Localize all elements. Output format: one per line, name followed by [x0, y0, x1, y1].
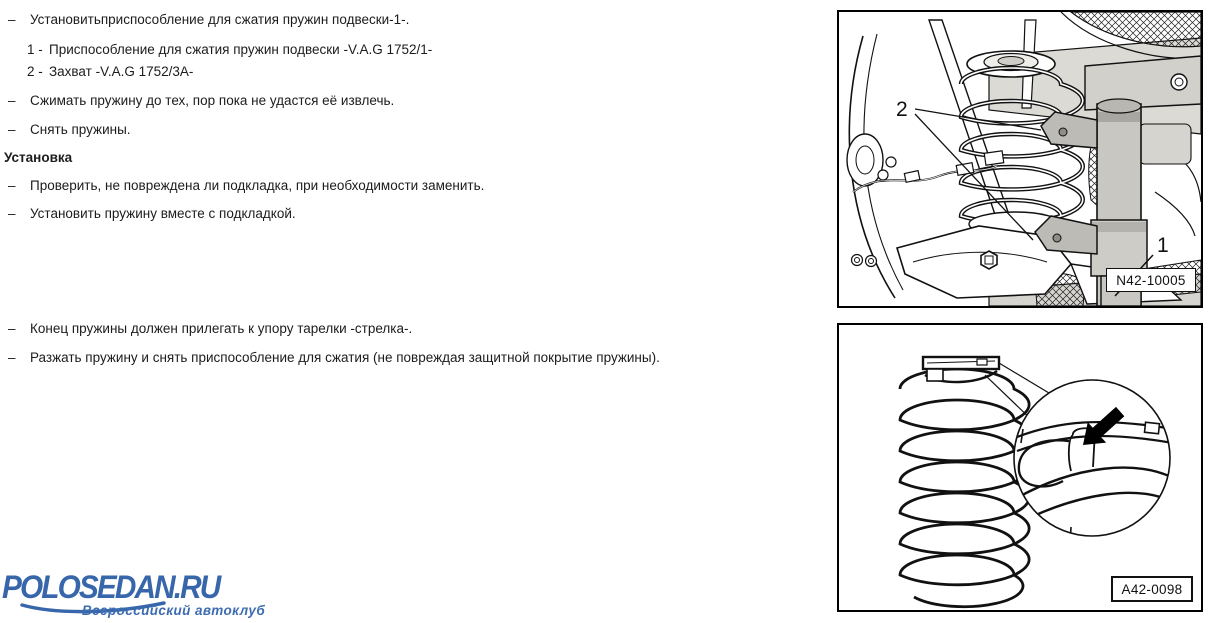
instruction-line — [0, 121, 820, 138]
figure-code-badge: N42-10005 — [1106, 268, 1196, 292]
callout-1-label: 1 — [1157, 234, 1169, 257]
polosedan-logo — [2, 569, 282, 621]
figure-suspension-compressor — [837, 10, 1203, 308]
tool-list-item — [0, 41, 820, 58]
instruction-text: Установить пружину вместе с подкладкой. — [30, 206, 296, 221]
bullet-dash: – — [8, 206, 16, 221]
bullet-dash: – — [8, 350, 16, 365]
tool-list-item — [0, 63, 820, 80]
callout-2-label: 2 — [896, 98, 908, 121]
logo-title: POLOSEDAN.RU — [2, 569, 220, 605]
bullet-dash: – — [8, 122, 16, 137]
bullet-dash: – — [8, 178, 16, 193]
section-heading: Установка — [4, 150, 73, 165]
instruction-text: Проверить, не повреждена ли подкладка, при необходимости заменить. — [30, 178, 485, 193]
tool-list-text: Захват -V.A.G 1752/3A- — [49, 64, 194, 79]
bullet-dash: – — [8, 93, 16, 108]
instruction-line — [0, 349, 820, 366]
instruction-line — [0, 177, 820, 194]
instruction-text: Разжать пружину и снять приспособление для сжатия (не повреждая защитной покрытие пружины). — [30, 350, 660, 365]
instruction-line — [0, 92, 820, 109]
tool-list-number: 1 - — [27, 42, 43, 57]
instruction-line — [0, 320, 820, 337]
instruction-text: Снять пружины. — [30, 122, 131, 137]
figure-code-badge: A42-0098 — [1111, 576, 1193, 602]
instruction-line — [0, 11, 820, 28]
suspension-compressor-illustration — [839, 12, 1201, 306]
bullet-dash: – — [8, 321, 16, 336]
tool-list-number: 2 - — [27, 64, 43, 79]
tool-list-text: Приспособление для сжатия пружин подвески -V.A.G 1752/1- — [49, 42, 433, 57]
logo-tagline: Всероссийский автоклуб — [82, 603, 266, 618]
figure-coil-spring-detail — [837, 323, 1203, 612]
coil-spring-illustration — [839, 325, 1201, 610]
instruction-text: Сжимать пружину до тех, пор пока не удастся её извлечь. — [30, 93, 395, 108]
instruction-text: Конец пружины должен прилегать к упору тарелки -стрелка-. — [30, 321, 413, 336]
bullet-dash: – — [8, 12, 16, 27]
instruction-text: Установитьприспособление для сжатия пружин подвески-1-. — [30, 12, 410, 27]
instruction-line — [0, 205, 820, 222]
